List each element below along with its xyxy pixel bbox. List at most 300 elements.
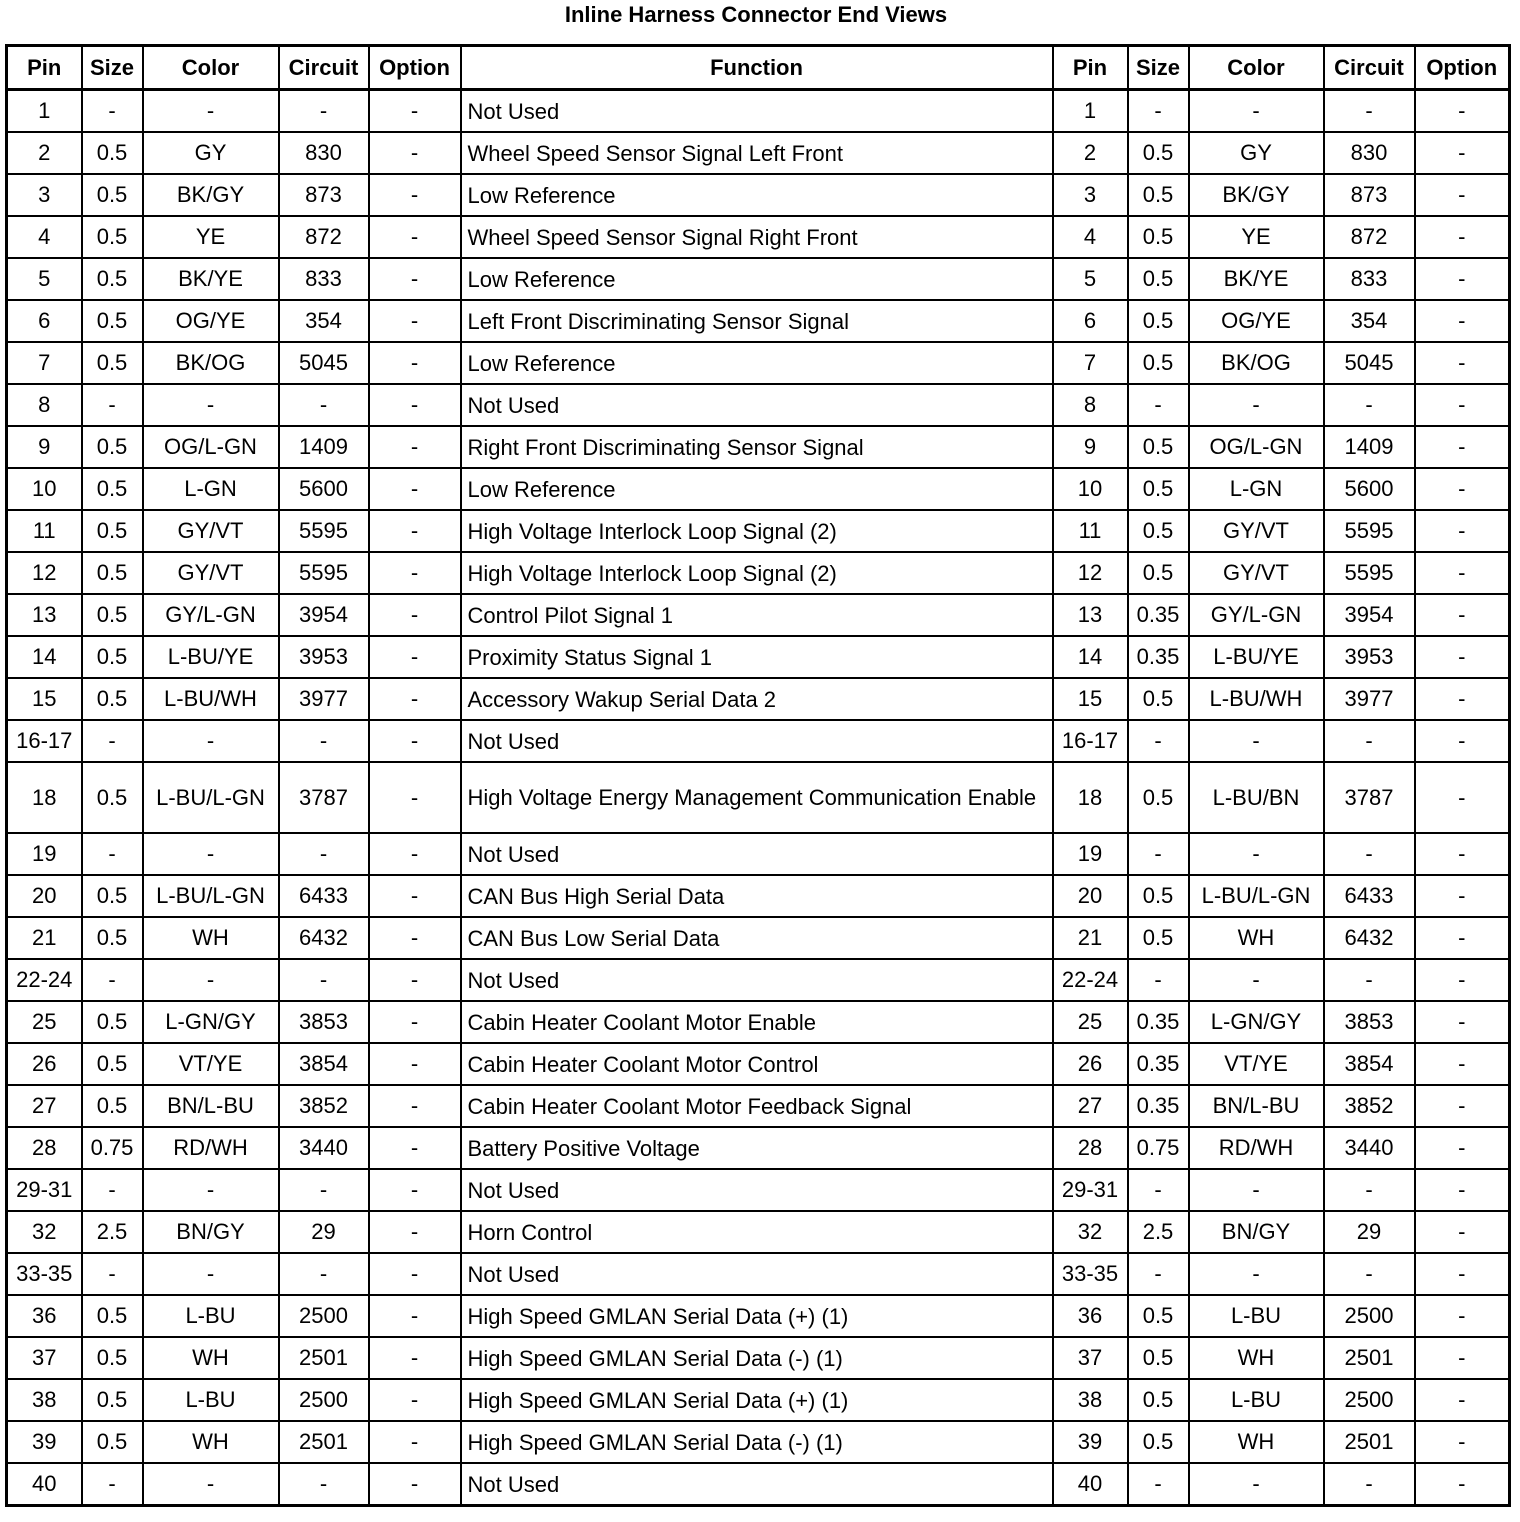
option-cell: - (369, 1337, 461, 1379)
size-cell: 0.5 (82, 1295, 143, 1337)
function-cell: Not Used (461, 1169, 1053, 1211)
circuit-cell: 5600 (279, 468, 369, 510)
pin-cell: 2 (7, 132, 82, 174)
circuit-cell: - (279, 1463, 369, 1506)
function-cell: High Speed GMLAN Serial Data (+) (1) (461, 1295, 1053, 1337)
table-row (7, 1043, 1510, 1085)
circuit-cell: 2500 (279, 1379, 369, 1421)
circuit-cell: 3977 (1324, 678, 1415, 720)
pin-cell: 40 (7, 1463, 82, 1506)
color-cell: L-BU/L-GN (1189, 875, 1324, 917)
pin-cell: 9 (7, 426, 82, 468)
pin-cell: 39 (7, 1421, 82, 1463)
circuit-cell: - (1324, 833, 1415, 875)
function-cell: Low Reference (461, 468, 1053, 510)
function-cell: CAN Bus Low Serial Data (461, 917, 1053, 959)
table-row (7, 1211, 1510, 1253)
pin-cell: 21 (1053, 917, 1128, 959)
option-cell: - (369, 216, 461, 258)
size-cell: 0.5 (82, 300, 143, 342)
option-cell: - (1415, 1421, 1510, 1463)
option-cell: - (1415, 216, 1510, 258)
option-cell: - (1415, 875, 1510, 917)
pin-cell: 37 (1053, 1337, 1128, 1379)
color-cell: - (143, 1169, 279, 1211)
color-cell: - (1189, 1253, 1324, 1295)
option-cell: - (369, 552, 461, 594)
option-cell: - (369, 1253, 461, 1295)
size-cell: 0.5 (82, 762, 143, 833)
color-cell: L-GN/GY (1189, 1001, 1324, 1043)
option-cell: - (1415, 510, 1510, 552)
option-cell: - (1415, 1211, 1510, 1253)
circuit-cell: - (1324, 1253, 1415, 1295)
size-cell: 0.5 (82, 1043, 143, 1085)
color-cell: OG/L-GN (143, 426, 279, 468)
option-cell: - (1415, 174, 1510, 216)
color-cell: L-BU (143, 1379, 279, 1421)
header-pin: Pin (1053, 46, 1128, 90)
circuit-cell: 1409 (279, 426, 369, 468)
pin-cell: 5 (7, 258, 82, 300)
color-cell: GY/VT (143, 552, 279, 594)
option-cell: - (1415, 300, 1510, 342)
pin-cell: 20 (1053, 875, 1128, 917)
color-cell: GY (1189, 132, 1324, 174)
circuit-cell: 5045 (279, 342, 369, 384)
function-cell: Control Pilot Signal 1 (461, 594, 1053, 636)
circuit-cell: 3787 (1324, 762, 1415, 833)
circuit-cell: 3954 (1324, 594, 1415, 636)
table-row (7, 552, 1510, 594)
circuit-cell: 3852 (1324, 1085, 1415, 1127)
pin-cell: 26 (1053, 1043, 1128, 1085)
color-cell: L-BU/YE (143, 636, 279, 678)
pin-cell: 1 (1053, 90, 1128, 133)
color-cell: GY/VT (143, 510, 279, 552)
pin-cell: 5 (1053, 258, 1128, 300)
size-cell: 0.5 (82, 342, 143, 384)
color-cell: WH (143, 1421, 279, 1463)
size-cell: 0.5 (1128, 1295, 1189, 1337)
pin-cell: 19 (1053, 833, 1128, 875)
circuit-cell: 3954 (279, 594, 369, 636)
color-cell: GY/L-GN (143, 594, 279, 636)
option-cell: - (369, 510, 461, 552)
color-cell: OG/YE (1189, 300, 1324, 342)
size-cell: - (82, 384, 143, 426)
table-row (7, 959, 1510, 1001)
table-row (7, 1295, 1510, 1337)
header-option: Option (1415, 46, 1510, 90)
size-cell: - (1128, 1463, 1189, 1506)
option-cell: - (1415, 594, 1510, 636)
size-cell: 0.5 (1128, 875, 1189, 917)
color-cell: - (143, 959, 279, 1001)
color-cell: L-GN (1189, 468, 1324, 510)
size-cell: 0.35 (1128, 1043, 1189, 1085)
table-row (7, 678, 1510, 720)
circuit-cell: 3977 (279, 678, 369, 720)
circuit-cell: 5595 (1324, 552, 1415, 594)
pin-cell: 15 (7, 678, 82, 720)
color-cell: BN/GY (143, 1211, 279, 1253)
size-cell: 0.5 (82, 258, 143, 300)
circuit-cell: 3953 (1324, 636, 1415, 678)
pin-cell: 33-35 (1053, 1253, 1128, 1295)
pin-cell: 25 (1053, 1001, 1128, 1043)
circuit-cell: 2501 (1324, 1337, 1415, 1379)
circuit-cell: 873 (279, 174, 369, 216)
option-cell: - (1415, 426, 1510, 468)
size-cell: 0.5 (1128, 1337, 1189, 1379)
function-cell: Proximity Status Signal 1 (461, 636, 1053, 678)
size-cell: - (82, 959, 143, 1001)
function-cell: Cabin Heater Coolant Motor Enable (461, 1001, 1053, 1043)
option-cell: - (1415, 258, 1510, 300)
function-cell: Not Used (461, 384, 1053, 426)
color-cell: YE (1189, 216, 1324, 258)
option-cell: - (1415, 917, 1510, 959)
option-cell: - (369, 300, 461, 342)
option-cell: - (1415, 1169, 1510, 1211)
color-cell: VT/YE (1189, 1043, 1324, 1085)
color-cell: WH (1189, 1337, 1324, 1379)
color-cell: WH (1189, 917, 1324, 959)
size-cell: 0.5 (82, 174, 143, 216)
size-cell: 0.5 (1128, 342, 1189, 384)
size-cell: - (1128, 720, 1189, 762)
function-cell: Cabin Heater Coolant Motor Feedback Signal (461, 1085, 1053, 1127)
table-row (7, 1463, 1510, 1506)
size-cell: 0.5 (1128, 174, 1189, 216)
color-cell: - (143, 833, 279, 875)
pin-cell: 4 (1053, 216, 1128, 258)
pin-cell: 20 (7, 875, 82, 917)
circuit-cell: 833 (279, 258, 369, 300)
size-cell: - (1128, 1169, 1189, 1211)
circuit-cell: 3853 (279, 1001, 369, 1043)
table-row (7, 594, 1510, 636)
circuit-cell: 5595 (279, 552, 369, 594)
circuit-cell: 2501 (1324, 1421, 1415, 1463)
color-cell: L-BU/YE (1189, 636, 1324, 678)
color-cell: - (143, 720, 279, 762)
circuit-cell: - (279, 1253, 369, 1295)
option-cell: - (1415, 1295, 1510, 1337)
pin-cell: 22-24 (7, 959, 82, 1001)
function-cell: Accessory Wakup Serial Data 2 (461, 678, 1053, 720)
table-row (7, 426, 1510, 468)
pin-cell: 40 (1053, 1463, 1128, 1506)
size-cell: 0.5 (82, 678, 143, 720)
pin-cell: 13 (1053, 594, 1128, 636)
pin-cell: 7 (7, 342, 82, 384)
circuit-cell: - (1324, 959, 1415, 1001)
table-row (7, 300, 1510, 342)
option-cell: - (1415, 384, 1510, 426)
option-cell: - (369, 1085, 461, 1127)
table-row (7, 762, 1510, 833)
option-cell: - (1415, 1337, 1510, 1379)
size-cell: 0.5 (1128, 510, 1189, 552)
size-cell: - (82, 720, 143, 762)
table-row (7, 216, 1510, 258)
color-cell: BK/GY (1189, 174, 1324, 216)
pin-cell: 8 (1053, 384, 1128, 426)
header-circuit: Circuit (279, 46, 369, 90)
header-color: Color (143, 46, 279, 90)
table-row (7, 1085, 1510, 1127)
color-cell: GY/L-GN (1189, 594, 1324, 636)
circuit-cell: 3854 (1324, 1043, 1415, 1085)
option-cell: - (1415, 1085, 1510, 1127)
size-cell: 0.5 (1128, 917, 1189, 959)
color-cell: RD/WH (143, 1127, 279, 1169)
pin-cell: 18 (7, 762, 82, 833)
option-cell: - (369, 1421, 461, 1463)
size-cell: - (1128, 959, 1189, 1001)
size-cell: 0.5 (1128, 468, 1189, 510)
size-cell: - (82, 833, 143, 875)
function-cell: Not Used (461, 90, 1053, 133)
circuit-cell: - (279, 384, 369, 426)
table-row (7, 174, 1510, 216)
pin-cell: 9 (1053, 426, 1128, 468)
circuit-cell: 830 (279, 132, 369, 174)
circuit-cell: 1409 (1324, 426, 1415, 468)
circuit-cell: - (279, 959, 369, 1001)
option-cell: - (369, 636, 461, 678)
color-cell: L-GN/GY (143, 1001, 279, 1043)
size-cell: 0.35 (1128, 1001, 1189, 1043)
option-cell: - (369, 174, 461, 216)
color-cell: - (1189, 959, 1324, 1001)
option-cell: - (369, 1211, 461, 1253)
option-cell: - (1415, 959, 1510, 1001)
option-cell: - (369, 468, 461, 510)
size-cell: - (82, 90, 143, 133)
option-cell: - (369, 258, 461, 300)
color-cell: WH (143, 917, 279, 959)
circuit-cell: 872 (1324, 216, 1415, 258)
size-cell: 0.5 (82, 875, 143, 917)
circuit-cell: 3953 (279, 636, 369, 678)
pin-cell: 11 (1053, 510, 1128, 552)
table-row (7, 1253, 1510, 1295)
pin-cell: 12 (7, 552, 82, 594)
circuit-cell: - (1324, 384, 1415, 426)
circuit-cell: 6433 (1324, 875, 1415, 917)
option-cell: - (1415, 1379, 1510, 1421)
pin-cell: 11 (7, 510, 82, 552)
option-cell: - (369, 1001, 461, 1043)
table-row (7, 510, 1510, 552)
circuit-cell: 5595 (1324, 510, 1415, 552)
connector-table (5, 44, 1511, 1507)
size-cell: 0.35 (1128, 594, 1189, 636)
pin-cell: 27 (7, 1085, 82, 1127)
function-cell: Battery Positive Voltage (461, 1127, 1053, 1169)
option-cell: - (369, 762, 461, 833)
color-cell: L-BU (1189, 1379, 1324, 1421)
circuit-cell: 6432 (279, 917, 369, 959)
pin-cell: 36 (1053, 1295, 1128, 1337)
pin-cell: 6 (1053, 300, 1128, 342)
circuit-cell: 3440 (1324, 1127, 1415, 1169)
color-cell: GY (143, 132, 279, 174)
size-cell: 0.5 (82, 1001, 143, 1043)
circuit-cell: - (279, 833, 369, 875)
size-cell: - (1128, 833, 1189, 875)
pin-cell: 13 (7, 594, 82, 636)
option-cell: - (1415, 1463, 1510, 1506)
size-cell: - (1128, 384, 1189, 426)
color-cell: GY/VT (1189, 510, 1324, 552)
circuit-cell: 6432 (1324, 917, 1415, 959)
size-cell: - (82, 1463, 143, 1506)
color-cell: BN/L-BU (1189, 1085, 1324, 1127)
header-circuit: Circuit (1324, 46, 1415, 90)
pin-cell: 1 (7, 90, 82, 133)
color-cell: - (143, 1463, 279, 1506)
function-cell: Not Used (461, 1463, 1053, 1506)
circuit-cell: 3853 (1324, 1001, 1415, 1043)
header-size: Size (1128, 46, 1189, 90)
pin-cell: 32 (1053, 1211, 1128, 1253)
color-cell: L-GN (143, 468, 279, 510)
circuit-cell: 2501 (279, 1337, 369, 1379)
pin-cell: 37 (7, 1337, 82, 1379)
option-cell: - (369, 1379, 461, 1421)
pin-cell: 29-31 (7, 1169, 82, 1211)
option-cell: - (369, 132, 461, 174)
size-cell: - (82, 1169, 143, 1211)
color-cell: - (1189, 833, 1324, 875)
function-cell: High Speed GMLAN Serial Data (+) (1) (461, 1379, 1053, 1421)
circuit-cell: - (1324, 1463, 1415, 1506)
table-row (7, 1337, 1510, 1379)
option-cell: - (1415, 833, 1510, 875)
color-cell: BK/GY (143, 174, 279, 216)
circuit-cell: 2500 (1324, 1379, 1415, 1421)
pin-cell: 38 (7, 1379, 82, 1421)
circuit-cell: - (1324, 1169, 1415, 1211)
color-cell: BN/L-BU (143, 1085, 279, 1127)
color-cell: BK/OG (1189, 342, 1324, 384)
circuit-cell: 2500 (279, 1295, 369, 1337)
color-cell: - (1189, 1463, 1324, 1506)
pin-cell: 6 (7, 300, 82, 342)
color-cell: L-BU (1189, 1295, 1324, 1337)
color-cell: GY/VT (1189, 552, 1324, 594)
option-cell: - (369, 833, 461, 875)
color-cell: - (1189, 90, 1324, 133)
option-cell: - (1415, 636, 1510, 678)
circuit-cell: 3852 (279, 1085, 369, 1127)
pin-cell: 39 (1053, 1421, 1128, 1463)
table-row (7, 258, 1510, 300)
option-cell: - (1415, 468, 1510, 510)
table-row (7, 90, 1510, 133)
function-cell: Left Front Discriminating Sensor Signal (461, 300, 1053, 342)
size-cell: 0.5 (1128, 678, 1189, 720)
size-cell: 0.5 (82, 1421, 143, 1463)
option-cell: - (369, 875, 461, 917)
color-cell: OG/L-GN (1189, 426, 1324, 468)
size-cell: 0.5 (82, 917, 143, 959)
pin-cell: 15 (1053, 678, 1128, 720)
pin-cell: 14 (7, 636, 82, 678)
color-cell: L-BU (143, 1295, 279, 1337)
size-cell: 0.5 (1128, 300, 1189, 342)
pin-cell: 22-24 (1053, 959, 1128, 1001)
pin-cell: 3 (1053, 174, 1128, 216)
option-cell: - (369, 720, 461, 762)
option-cell: - (369, 1169, 461, 1211)
color-cell: BK/OG (143, 342, 279, 384)
circuit-cell: 5600 (1324, 468, 1415, 510)
pin-cell: 7 (1053, 342, 1128, 384)
pin-cell: 36 (7, 1295, 82, 1337)
function-cell: Wheel Speed Sensor Signal Left Front (461, 132, 1053, 174)
color-cell: WH (1189, 1421, 1324, 1463)
circuit-cell: - (279, 720, 369, 762)
pin-cell: 33-35 (7, 1253, 82, 1295)
size-cell: 0.5 (82, 426, 143, 468)
table-row (7, 833, 1510, 875)
color-cell: BK/YE (143, 258, 279, 300)
option-cell: - (1415, 1127, 1510, 1169)
table-row (7, 1421, 1510, 1463)
size-cell: 0.5 (82, 1337, 143, 1379)
circuit-cell: 3854 (279, 1043, 369, 1085)
table-row (7, 1127, 1510, 1169)
table-row (7, 468, 1510, 510)
option-cell: - (369, 1043, 461, 1085)
size-cell: 0.5 (1128, 1421, 1189, 1463)
color-cell: L-BU/L-GN (143, 762, 279, 833)
header-size: Size (82, 46, 143, 90)
option-cell: - (1415, 1253, 1510, 1295)
size-cell: 0.5 (1128, 258, 1189, 300)
circuit-cell: 2501 (279, 1421, 369, 1463)
function-cell: Low Reference (461, 342, 1053, 384)
color-cell: BN/GY (1189, 1211, 1324, 1253)
function-cell: Not Used (461, 1253, 1053, 1295)
size-cell: 0.35 (1128, 636, 1189, 678)
color-cell: YE (143, 216, 279, 258)
size-cell: 0.5 (82, 216, 143, 258)
size-cell: 2.5 (1128, 1211, 1189, 1253)
color-cell: L-BU/WH (1189, 678, 1324, 720)
color-cell: - (1189, 1169, 1324, 1211)
option-cell: - (1415, 1001, 1510, 1043)
pin-cell: 26 (7, 1043, 82, 1085)
color-cell: L-BU/L-GN (143, 875, 279, 917)
function-cell: Right Front Discriminating Sensor Signal (461, 426, 1053, 468)
pin-cell: 10 (1053, 468, 1128, 510)
option-cell: - (369, 384, 461, 426)
option-cell: - (369, 426, 461, 468)
color-cell: OG/YE (143, 300, 279, 342)
option-cell: - (369, 959, 461, 1001)
size-cell: 2.5 (82, 1211, 143, 1253)
table-row (7, 342, 1510, 384)
pin-cell: 29-31 (1053, 1169, 1128, 1211)
table-row (7, 384, 1510, 426)
circuit-cell: 2500 (1324, 1295, 1415, 1337)
